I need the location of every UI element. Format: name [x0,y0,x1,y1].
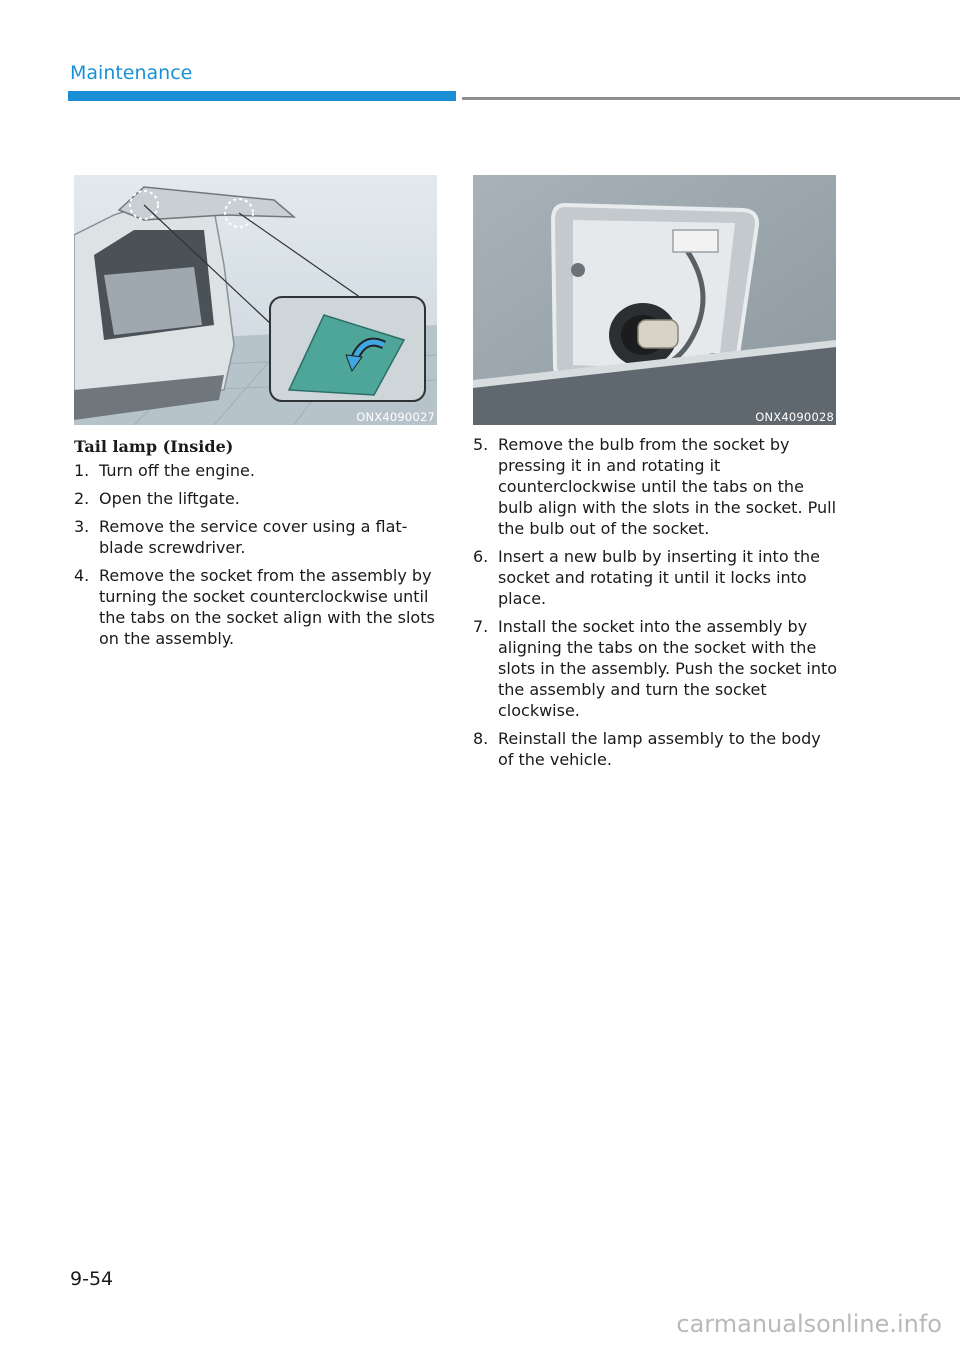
list-item: 6. Insert a new bulb by inserting it into the socket and rotating it until it locks into place. [473,547,820,608]
steps-list-left [74,460,439,656]
liftgate-illustration [74,175,437,425]
list-item: 8. Reinstall the lamp assembly to the body of the vehicle. [473,729,821,769]
section-heading: Tail lamp (Inside) [74,437,234,456]
list-item: 3. Remove the service cover using a flat-blade screwdriver. [74,517,408,557]
header-rule-accent [68,91,456,101]
header-rule [462,97,960,100]
list-item: 7. Install the socket into the assembly by aligning the tabs on the socket with the slots in the assembly. Push the socket into the assembly and turn the socket clockwise. [473,617,838,720]
figure-liftgate-service-cover [74,175,437,425]
list-item: 5. Remove the bulb from the socket by pressing it in and rotating it counterclockwise until the tabs on the bulb align with the slots in the socket. Pull the bulb out of the socket. [473,435,837,538]
list-item: 2. Open the liftgate. [74,489,240,508]
page-number: 9-54 [70,1268,114,1290]
figure-code: ONX4090027 [356,410,435,424]
list-item: 4. Remove the socket from the assembly by turning the socket counterclockwise until the tabs on the socket align with the slots on the assembly. [74,566,435,648]
socket-illustration [473,175,836,425]
figure-code: ONX4090028 [755,410,834,424]
figure-socket-bulb [473,175,836,425]
section-title: Maintenance [70,62,193,84]
watermark: carmanualsonline.info [676,1310,942,1338]
steps-list-right [473,434,838,777]
list-item: 1. Turn off the engine. [74,461,255,480]
